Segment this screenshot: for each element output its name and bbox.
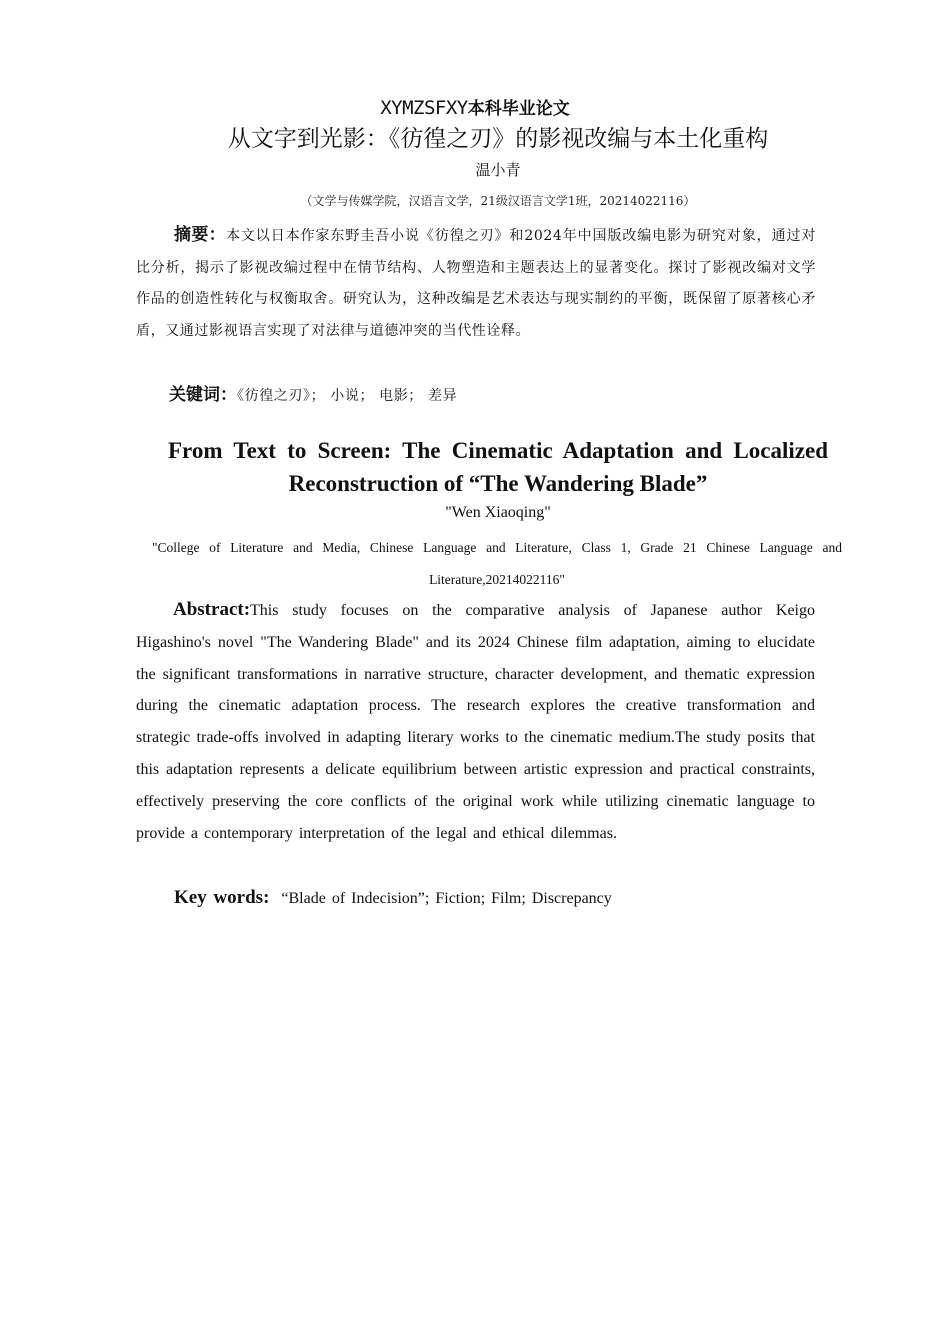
- page-header: [0, 94, 950, 122]
- chinese-title: 从文字到光影：《彷徨之刃》的影视改编与本土化重构: [227, 126, 769, 152]
- header-label: 本科毕业论文: [467, 99, 570, 119]
- english-author: "Wen Xiaoqing": [445, 504, 551, 521]
- english-keywords-text: “Blade of Indecision”; Fiction; Film; Discrepancy: [281, 890, 612, 907]
- english-affiliation: "College of Literature and Media, Chinese Language and Literature, Class 1, Grade 21 Chinese Language and Literature,20214022116": [152, 540, 842, 587]
- chinese-abstract: [136, 220, 816, 347]
- header-code: XYMZSFXY: [380, 97, 468, 119]
- chinese-abstract-text: 本文以日本作家东野圭吾小说《彷徨之刃》和2024年中国版改编电影为研究对象，通过对比分析，揭示了影视改编过程中在情节结构、人物塑造和主题表达上的显著变化。探讨了影视改编对文学作品的创造性转化与权衡取舍。研究认为，这种改编是艺术表达与现实制约的平衡，既保留了原著核心矛盾，又通过影视语言实现了对法律与道德冲突的当代性诠释。: [136, 228, 817, 339]
- chinese-keywords-text: 《彷徨之刃》； 小说； 电影； 差异: [237, 388, 458, 404]
- chinese-keywords: [169, 381, 809, 410]
- english-keywords: [174, 882, 814, 915]
- chinese-affiliation: （文学与传媒学院，汉语言文学，21级汉语言文学1班，20214022116）: [300, 194, 696, 208]
- chinese-abstract-label: 摘要：: [174, 225, 226, 245]
- english-abstract-label: Abstract:: [173, 599, 251, 620]
- english-abstract-text: This study focuses on the comparative analysis of Japanese author Keigo Higashino's novel "The Wandering Blade" and its 2024 Chinese film adaptation, aiming to elucidate the significant transformations in narrative structure, character development, and thematic expression during the cinematic adaptation process. The research explores the creative transformation and strategic trade-offs involved in adapting literary works to the cinematic medium.The study posits that this adaptation represents a delicate equilibrium between artistic expression and practical constraints, effectively preserving the core conflicts of the original work while utilizing cinematic language to provide a contemporary interpretation of the legal and ethical dilemmas.: [136, 602, 815, 842]
- chinese-keywords-label: 关键词：: [169, 385, 237, 405]
- english-abstract: [136, 594, 815, 849]
- chinese-author: 温小青: [475, 161, 521, 179]
- english-keywords-label: Key words:: [174, 887, 270, 908]
- english-title: From Text to Screen: The Cinematic Adaptation and Localized Reconstruction of “The Wandering Blade”: [168, 438, 828, 496]
